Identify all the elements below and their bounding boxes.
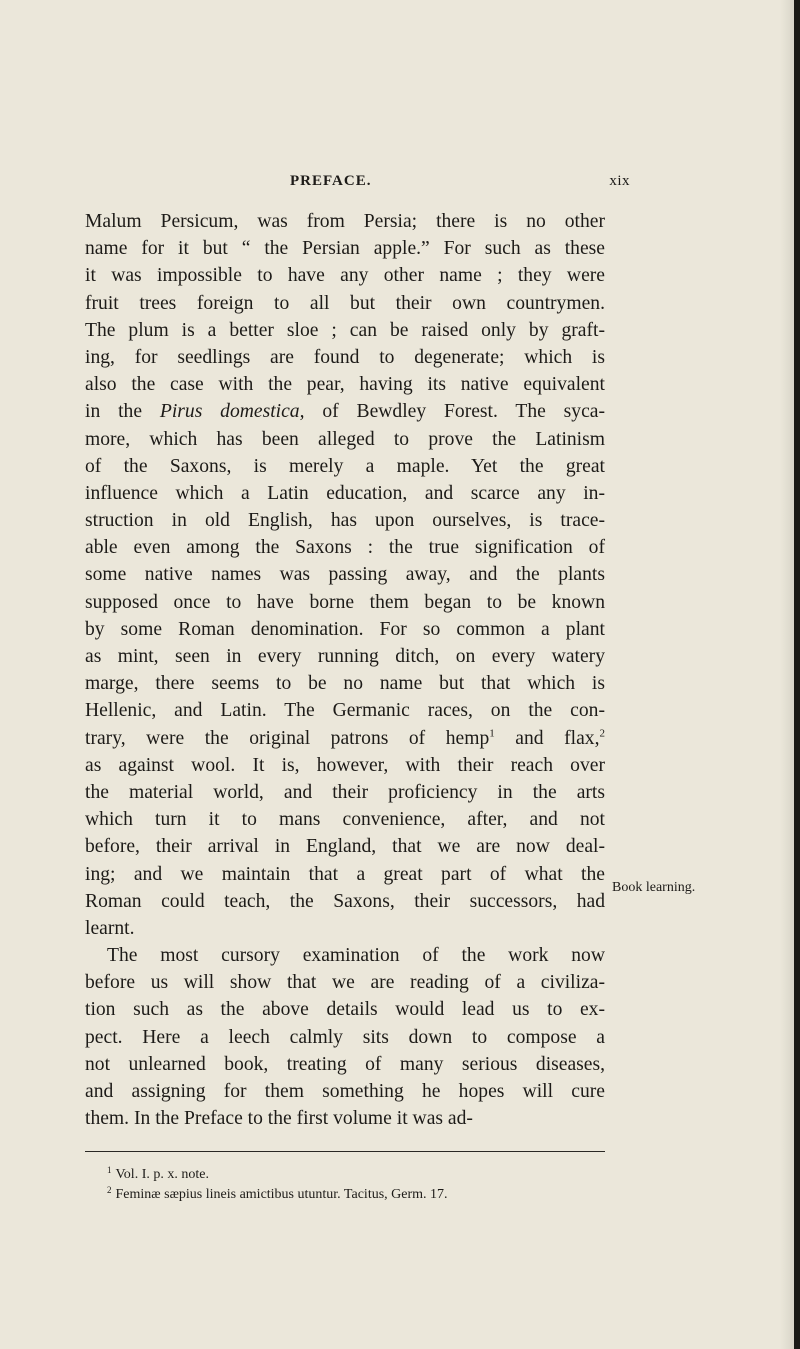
line-segment: in the — [85, 401, 160, 423]
text-line: ing, for seedlings are found to degenerate; which is — [85, 346, 605, 368]
text-line: The plum is a better sloe ; can be raised only by graft- — [85, 319, 605, 341]
footnote — [85, 1160, 645, 1180]
line-segment: and flax, — [494, 727, 600, 749]
line-segment: of Bewdley Forest. The syca- — [304, 401, 606, 423]
footnote — [85, 1180, 645, 1200]
text-line: struction in old English, has upon ourselves, is trace- — [85, 510, 605, 532]
line-segment: trary, were the original patrons of hemp — [85, 727, 490, 749]
footnote-rule — [85, 1151, 605, 1152]
text-line: not unlearned book, treating of many serious diseases, — [85, 1053, 605, 1075]
text-line: some native names was passing away, and the plants — [85, 564, 605, 586]
text-line: Hellenic, and Latin. The Germanic races, on the con- — [85, 700, 605, 722]
text-line: The most cursory examination of the work now — [107, 945, 605, 967]
footnote-mark: 1 — [107, 1165, 112, 1175]
text-line: the material world, and their proficiency in the arts — [85, 781, 605, 803]
text-line: by some Roman denomination. For so common a plant — [85, 618, 605, 640]
text-line: supposed once to have borne them began to be known — [85, 591, 605, 613]
text-line: ing; and we maintain that a great part of what the — [85, 863, 605, 885]
text-line: name for it but “ the Persian apple.” For such as these — [85, 238, 605, 260]
text-line: pect. Here a leech calmly sits down to compose a — [85, 1026, 605, 1048]
text-line: tion such as the above details would lead us to ex- — [85, 999, 605, 1021]
footnote-text: Vol. I. p. x. note. — [115, 1167, 209, 1182]
margin-note: Book learning. — [612, 880, 696, 895]
running-head — [290, 173, 630, 195]
text-line: of the Saxons, is merely a maple. Yet the great — [85, 455, 605, 477]
footnote-ref: 1 — [489, 727, 495, 740]
page-number: xix — [609, 173, 630, 189]
running-title: PREFACE. — [290, 173, 372, 189]
text-line: influence which a Latin education, and scarce any in- — [85, 482, 605, 504]
page-edge — [794, 0, 800, 1349]
text-line: as against wool. It is, however, with their reach over — [85, 754, 605, 776]
text-line: them. In the Preface to the first volume it was ad- — [85, 1108, 473, 1130]
footnote-mark: 2 — [107, 1185, 112, 1195]
italic-term: Pirus domestica, — [159, 401, 305, 423]
text-line: it was impossible to have any other name ; they were — [85, 265, 605, 287]
text-line: more, which has been alleged to prove the Latinism — [85, 428, 605, 450]
text-line: marge, there seems to be no name but that which is — [85, 673, 605, 695]
text-line: before us will show that we are reading of a civiliza- — [85, 972, 605, 994]
page-edge-shadow — [780, 0, 794, 1349]
footnote-text: Feminæ sæpius lineis amictibus utuntur. Tacitus, Germ. 17. — [115, 1187, 448, 1202]
footnote-ref: 2 — [599, 727, 605, 740]
text-line: learnt. — [85, 917, 135, 939]
text-line: also the case with the pear, having its native equivalent — [85, 374, 605, 396]
text-line: which turn it to mans convenience, after, and not — [85, 809, 605, 831]
text-line: Malum Persicum, was from Persia; there is no other — [85, 211, 605, 232]
body-text — [85, 208, 605, 1132]
text-line: Roman could teach, the Saxons, their successors, had — [85, 890, 605, 912]
text-line: before, their arrival in England, that we are now deal- — [85, 836, 605, 858]
text-line: able even among the Saxons : the true signification of — [85, 537, 605, 559]
text-line-with-italic — [85, 398, 605, 425]
footnotes — [85, 1160, 645, 1200]
text-line: fruit trees foreign to all but their own countrymen. — [85, 292, 605, 314]
text-line-with-footnote-refs — [85, 725, 605, 752]
text-line: and assigning for them something he hopes will cure — [85, 1081, 605, 1102]
text-line: as mint, seen in every running ditch, on every watery — [85, 646, 605, 667]
